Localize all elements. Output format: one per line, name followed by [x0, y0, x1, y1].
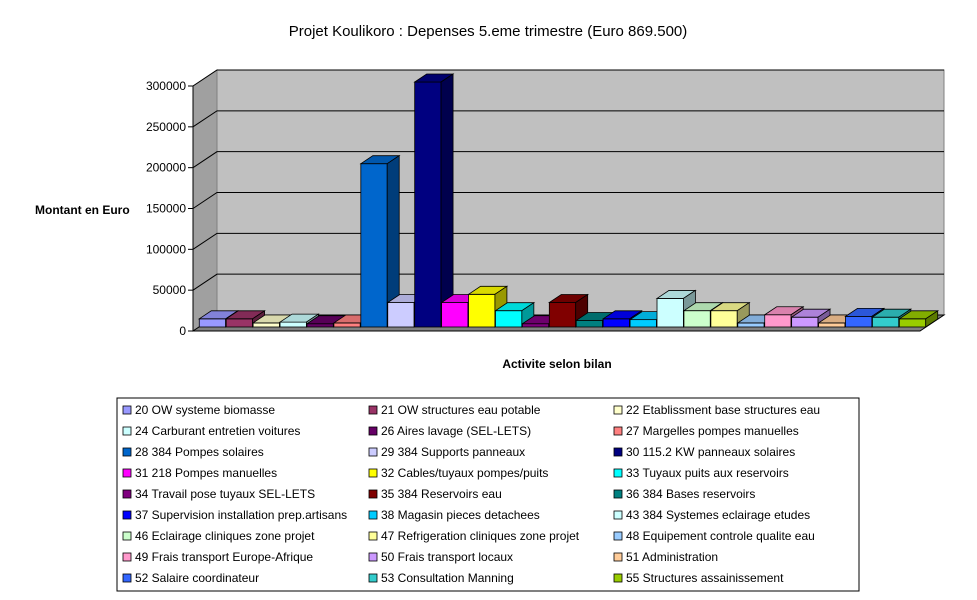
bar-front — [603, 319, 629, 327]
legend-label: 51 Administration — [626, 550, 719, 564]
legend-swatch — [614, 511, 622, 519]
legend-entry — [123, 403, 275, 417]
legend-label: 34 Travail pose tuyaux SEL-LETS — [135, 487, 316, 501]
legend-label: 53 Consultation Manning — [381, 571, 514, 585]
bar-front — [576, 320, 602, 327]
legend-label: 43 384 Systemes eclairage etudes — [626, 508, 811, 522]
legend-swatch — [614, 553, 622, 561]
legend-label: 31 218 Pompes manuelles — [135, 466, 278, 480]
legend-swatch — [369, 532, 377, 540]
legend — [123, 403, 820, 585]
legend-swatch — [123, 511, 131, 519]
y-tick-label: 200000 — [145, 160, 186, 175]
legend-entry — [614, 508, 810, 522]
legend-entry — [614, 403, 820, 417]
y-axis-ticks — [146, 79, 193, 338]
bar-front — [792, 317, 818, 327]
bar-front — [334, 323, 360, 327]
legend-label: 55 Structures assainissement — [626, 571, 784, 585]
legend-label: 20 OW systeme biomasse — [135, 403, 276, 417]
legend-entry — [369, 550, 513, 564]
legend-label: 29 384 Supports panneaux — [381, 445, 526, 459]
legend-entry — [369, 445, 525, 459]
plot-area — [193, 70, 944, 331]
legend-swatch — [123, 532, 131, 540]
legend-label: 35 384 Reservoirs eau — [381, 487, 502, 501]
bar-side — [441, 74, 453, 327]
bar-front — [684, 311, 710, 327]
legend-label: 28 384 Pompes solaires — [135, 445, 264, 459]
bar — [415, 74, 453, 327]
y-axis-label: Montant en Euro — [35, 203, 130, 217]
legend-entry — [123, 550, 313, 564]
legend-entry — [123, 466, 277, 480]
y-tick-label: 50000 — [152, 283, 186, 298]
legend-swatch — [123, 427, 131, 435]
legend-swatch — [123, 490, 131, 498]
y-tick-label: 300000 — [145, 79, 186, 93]
legend-label: 24 Carburant entretien voitures — [135, 424, 301, 438]
bar-front — [388, 303, 414, 328]
legend-swatch — [369, 448, 377, 456]
legend-label: 46 Eclairage cliniques zone projet — [135, 529, 315, 543]
legend-entry — [369, 466, 548, 480]
legend-entry — [123, 445, 264, 459]
legend-swatch — [369, 553, 377, 561]
legend-entry — [614, 487, 755, 501]
bar-front — [711, 311, 737, 327]
legend-label: 22 Etablissment base structures eau — [626, 403, 821, 417]
legend-entry — [123, 508, 347, 522]
legend-entry — [614, 466, 789, 480]
bar-front — [280, 322, 306, 327]
legend-label: 21 OW structures eau potable — [381, 403, 541, 417]
bar-front — [199, 319, 225, 327]
legend-swatch — [369, 490, 377, 498]
legend-entry — [614, 550, 718, 564]
legend-label: 37 Supervision installation prep.artisans — [135, 508, 348, 522]
bar-front — [630, 320, 656, 327]
legend-swatch — [614, 427, 622, 435]
legend-entry — [369, 508, 540, 522]
legend-label: 33 Tuyaux puits aux reservoirs — [626, 466, 789, 480]
legend-label: 32 Cables/tuyaux pompes/puits — [381, 466, 549, 480]
legend-label: 26 Aires lavage (SEL-LETS) — [381, 424, 532, 438]
bar-front — [657, 298, 683, 327]
y-tick-label: 150000 — [145, 201, 186, 216]
legend-entry — [614, 424, 799, 438]
bar-front — [819, 323, 845, 327]
bar-front — [845, 316, 871, 327]
y-tick-label: 0 — [179, 324, 186, 338]
legend-swatch — [369, 574, 377, 582]
bar-front — [872, 317, 898, 327]
legend-swatch — [369, 469, 377, 477]
legend-entry — [614, 445, 795, 459]
y-tick-label: 250000 — [145, 119, 186, 134]
legend-swatch — [614, 574, 622, 582]
x-axis-label: Activite selon bilan — [502, 357, 612, 371]
bar-front — [307, 324, 333, 327]
legend-swatch — [123, 469, 131, 477]
legend-entry — [123, 529, 315, 543]
bar-front — [765, 315, 791, 327]
legend-label: 36 384 Bases reservoirs — [626, 487, 756, 501]
bar-front — [469, 294, 495, 327]
legend-swatch — [123, 448, 131, 456]
legend-swatch — [369, 427, 377, 435]
bar-front — [226, 319, 252, 327]
legend-swatch — [123, 406, 131, 414]
legend-entry — [369, 403, 541, 417]
legend-label: 50 Frais transport locaux — [381, 550, 514, 564]
legend-entry — [369, 529, 580, 543]
legend-label: 27 Margelles pompes manuelles — [626, 424, 799, 438]
legend-swatch — [614, 406, 622, 414]
legend-swatch — [123, 574, 131, 582]
legend-entry — [369, 424, 531, 438]
bar-front — [415, 82, 441, 327]
legend-swatch — [369, 406, 377, 414]
bar-front — [549, 303, 575, 328]
legend-label: 49 Frais transport Europe-Afrique — [135, 550, 314, 564]
legend-swatch — [614, 448, 622, 456]
legend-swatch — [614, 490, 622, 498]
legend-entry — [123, 571, 259, 585]
legend-swatch — [614, 469, 622, 477]
legend-entry — [614, 571, 784, 585]
bar-front — [522, 324, 548, 327]
bar-front — [495, 311, 521, 327]
legend-entry — [369, 487, 502, 501]
bar-front — [361, 164, 387, 327]
legend-entry — [369, 571, 514, 585]
legend-label: 30 115.2 KW panneaux solaires — [626, 445, 796, 459]
legend-entry — [614, 529, 815, 543]
legend-entry — [123, 424, 300, 438]
legend-entry — [123, 487, 315, 501]
legend-swatch — [369, 511, 377, 519]
bar-front — [442, 303, 468, 328]
legend-label: 48 Equipement controle qualite eau — [626, 529, 815, 543]
chart-title: Projet Koulikoro : Depenses 5.eme trimestre (Euro 869.500) — [288, 23, 688, 40]
legend-label: 47 Refrigeration cliniques zone projet — [381, 529, 580, 543]
bar-front — [253, 323, 279, 327]
legend-label: 38 Magasin pieces detachees — [381, 508, 540, 522]
legend-swatch — [123, 553, 131, 561]
bar-front — [899, 319, 925, 327]
bar-front — [738, 323, 764, 327]
legend-swatch — [614, 532, 622, 540]
y-tick-label: 100000 — [145, 242, 186, 257]
legend-label: 52 Salaire coordinateur — [135, 571, 260, 585]
